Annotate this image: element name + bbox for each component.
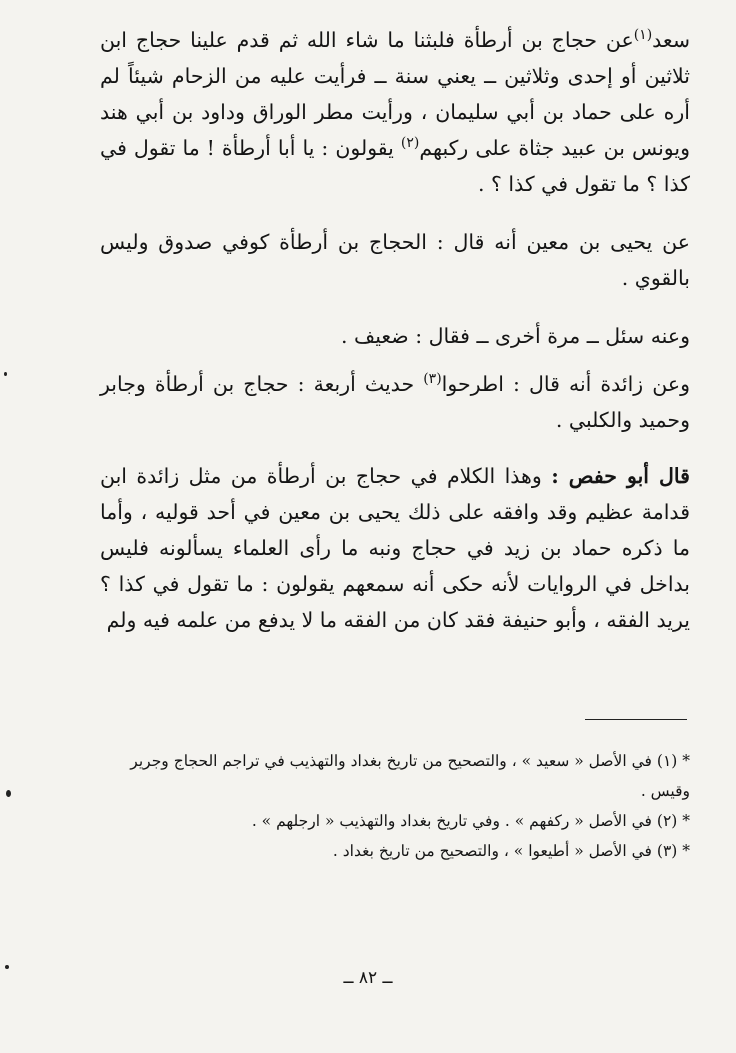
- paragraph-5-body: وهذا الكلام في حجاج بن أرطأة من مثل زائدة ابن قدامة عظيم وقد وافقه على ذلك يحيى بن معين في أحد قوليه ، وأما ما ذكره حماد بن زيد في حجاج ونبه ما رأى العلماء يسألونه فليس بداخل في الروايات لأنه حكى أنه سمعهم يقولون : ما تقول في كذا ؟ يريد الفقه ، وأبو حنيفة فقد كان من الفقه ما لا يدفع من علمه فيه ولم: [100, 464, 690, 632]
- paragraph-1-start: سعد: [652, 28, 690, 52]
- footnote-3: * (٣) في الأصل « أطيعوا » ، والتصحيح من تاريخ بغداد .: [332, 842, 690, 860]
- main-text: [100, 22, 690, 638]
- paragraph-1: [100, 22, 690, 202]
- paragraph-1-body: عن حجاج بن أرطأة فلبثنا ما شاء الله ثم قدم علينا حجاج ابن ثلاثين أو إحدى وثلاثين ــ يعني سنة ــ فرأيت عليه من الزحام شيئاً لم أره على حماد بن أبي سليمان ، ورأيت مطر الوراق وداود بن أبي هند ويونس بن عبيد جثاة على ركبهم: [100, 28, 690, 160]
- paragraph-1-end: يقولون : يا أبا أرطأة ! ما تقول في كذا ؟ ما تقول في كذا ؟ .: [100, 136, 690, 196]
- paragraph-5: [100, 458, 690, 638]
- footnote-separator: [585, 719, 687, 720]
- footnote-2: * (٢) في الأصل « ركفهم » . وفي تاريخ بغداد والتهذيب « ارجلهم » .: [251, 812, 690, 830]
- paragraph-4: [100, 366, 690, 438]
- paragraph-2: عن يحيى بن معين أنه قال : الحجاج بن أرطأة كوفي صدوق وليس بالقوي .: [100, 230, 690, 290]
- scan-speck: [4, 372, 7, 376]
- footnote-ref-1: (١): [633, 27, 653, 44]
- footnotes: [120, 746, 690, 866]
- paragraph-3: وعنه سئل ــ مرة أخرى ــ فقال : ضعيف .: [340, 324, 690, 348]
- page-number: ــ ٨٢ ــ: [343, 968, 393, 988]
- footnote-ref-3: (٣): [423, 371, 442, 388]
- paragraph-4-end: حديث أربعة : حجاج بن أرطأة وجابر وحميد والكلبي .: [100, 372, 690, 432]
- paragraph-5-lead: قال أبو حفص :: [551, 464, 690, 488]
- scan-speck: [5, 965, 9, 969]
- footnote-ref-2: (٢): [400, 135, 420, 152]
- footnote-1: * (١) في الأصل « سعيد » ، والتصحيح من تاريخ بغداد والتهذيب في تراجم الحجاج وجرير وقيس .: [130, 752, 690, 800]
- scan-speck: [6, 790, 11, 797]
- paragraph-4-start: وعن زائدة أنه قال : اطرحوا: [441, 372, 690, 396]
